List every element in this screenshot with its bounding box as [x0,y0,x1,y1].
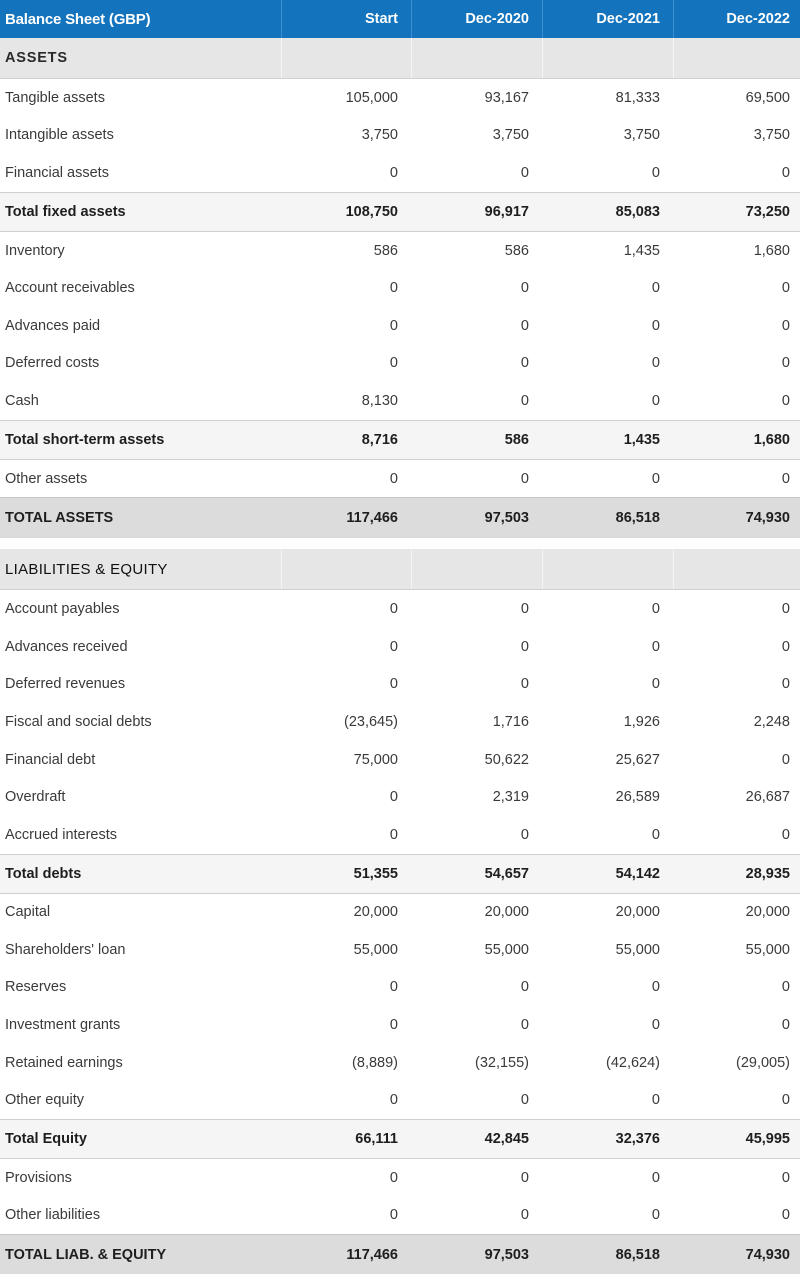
section-header-row [0,549,800,590]
value-cell: 0 [651,164,660,181]
value-cell: 0 [389,164,398,181]
value-cell: 0 [651,601,660,618]
value-cell: 0 [781,164,790,181]
row-label: Deferred revenues [5,676,126,693]
row-label: Investment grants [5,1017,121,1034]
value-cell: 0 [651,1017,660,1034]
value-cell: 25,627 [615,751,660,768]
value-cell: 28,935 [745,865,790,882]
section-header-cell [281,38,411,78]
value-cell: 0 [389,1017,398,1034]
table-row [0,778,800,816]
value-cell: 86,518 [615,1246,660,1263]
value-cell: 0 [389,1207,398,1224]
value-cell: 75,000 [353,751,398,768]
value-cell: 0 [520,280,529,297]
value-cell: 1,680 [753,431,790,448]
row-label: Other equity [5,1092,84,1109]
value-cell: 0 [651,392,660,409]
subtotal-row [0,854,800,894]
value-cell: 0 [781,751,790,768]
section-header-cell [673,38,800,78]
value-cell: 0 [781,601,790,618]
value-cell: 0 [781,638,790,655]
section-header-cell [673,549,800,589]
subtotal-row [0,1119,800,1159]
table-row [0,345,800,383]
value-cell: 55,000 [615,941,660,958]
value-cell: 0 [781,676,790,693]
row-label: Financial debt [5,751,96,768]
value-cell: 0 [651,1169,660,1186]
table-row [0,816,800,854]
table-title: Balance Sheet (GBP) [5,10,151,28]
section-header-cell [411,549,542,589]
value-cell: 0 [520,164,529,181]
value-cell: 117,466 [346,509,398,526]
table-row [0,460,800,498]
value-cell: 96,917 [484,203,529,220]
value-cell: 0 [651,355,660,372]
table-row [0,590,800,628]
value-cell: 0 [520,979,529,996]
value-cell: 66,111 [355,1131,398,1148]
value-cell: 0 [651,470,660,487]
table-row [0,1044,800,1082]
value-cell: 74,930 [745,509,790,526]
value-cell: 2,248 [753,713,790,730]
value-cell: 0 [651,1092,660,1109]
row-label: Other liabilities [5,1207,101,1224]
value-cell: 3,750 [753,127,790,144]
value-cell: 20,000 [745,904,790,921]
value-cell: 3,750 [492,127,529,144]
row-label: Tangible assets [5,89,105,106]
value-cell: (32,155) [474,1054,529,1071]
value-cell: 0 [781,979,790,996]
row-label: Account receivables [5,280,135,297]
value-cell: 0 [389,979,398,996]
section-title: LIABILITIES & EQUITY [5,560,168,578]
value-cell: 0 [389,789,398,806]
value-cell: 0 [651,280,660,297]
value-cell: (8,889) [352,1054,398,1071]
value-cell: 8,716 [361,431,398,448]
table-row [0,382,800,420]
value-cell: 73,250 [745,203,790,220]
value-cell: 0 [520,1169,529,1186]
row-label: Retained earnings [5,1054,123,1071]
value-cell: 0 [781,826,790,843]
section-spacer [0,537,800,549]
row-label: Inventory [5,242,65,259]
value-cell: 45,995 [745,1131,790,1148]
value-cell: 0 [520,317,529,334]
value-cell: 55,000 [484,941,529,958]
row-label: Fiscal and social debts [5,713,152,730]
row-label: Provisions [5,1169,72,1186]
value-cell: 0 [781,470,790,487]
table-row [0,666,800,704]
value-cell: 0 [781,355,790,372]
table-row [0,154,800,192]
value-cell: 0 [781,317,790,334]
value-cell: 2,319 [492,789,529,806]
value-cell: 54,657 [484,865,529,882]
section-header-cell [281,549,411,589]
value-cell: 0 [651,317,660,334]
section-header-cell [542,549,673,589]
value-cell: 26,589 [615,789,660,806]
row-label: Advances received [5,638,128,655]
value-cell: 26,687 [745,789,790,806]
value-cell: 0 [781,280,790,297]
table-row [0,628,800,666]
row-label: Accrued interests [5,826,118,843]
value-cell: 0 [389,280,398,297]
value-cell: (29,005) [735,1054,790,1071]
value-cell: 50,622 [484,751,529,768]
value-cell: 0 [389,317,398,334]
row-label: Total debts [5,865,82,882]
value-cell: 8,130 [361,392,398,409]
value-cell: 0 [651,826,660,843]
subtotal-row [0,192,800,232]
value-cell: 0 [651,638,660,655]
value-cell: 97,503 [484,509,529,526]
value-cell: 86,518 [615,509,660,526]
value-cell: 586 [504,242,529,259]
value-cell: 93,167 [484,89,529,106]
row-label: Advances paid [5,317,101,334]
value-cell: 0 [781,1169,790,1186]
value-cell: 0 [520,1092,529,1109]
row-label: Reserves [5,979,67,996]
column-header-dec-2020: Dec-2020 [411,0,542,38]
value-cell: 3,750 [361,127,398,144]
value-cell: 1,435 [623,242,660,259]
row-label: Capital [5,904,51,921]
value-cell: 81,333 [615,89,660,106]
subtotal-row [0,420,800,460]
table-row [0,269,800,307]
column-header-start: Start [281,0,411,38]
value-cell: 85,083 [615,203,660,220]
section-title: ASSETS [5,50,68,66]
value-cell: 0 [520,601,529,618]
value-cell: 0 [651,676,660,693]
table-row [0,894,800,932]
column-header-dec-2021: Dec-2021 [542,0,673,38]
value-cell: 0 [520,1017,529,1034]
table-row [0,1197,800,1235]
value-cell: 586 [373,242,398,259]
value-cell: 0 [389,676,398,693]
value-cell: 0 [781,1207,790,1224]
value-cell: 1,435 [623,431,660,448]
column-header-dec-2022: Dec-2022 [673,0,800,38]
value-cell: 1,716 [492,713,529,730]
value-cell: 0 [389,355,398,372]
table-row [0,703,800,741]
row-label: Cash [5,392,39,409]
value-cell: 0 [781,392,790,409]
value-cell: 0 [520,638,529,655]
table-body [0,38,800,1274]
value-cell: 51,355 [353,865,398,882]
row-label: Account payables [5,601,120,618]
value-cell: 1,680 [753,242,790,259]
value-cell: 55,000 [745,941,790,958]
table-row [0,1159,800,1197]
value-cell: 0 [520,1207,529,1224]
value-cell: 0 [781,1092,790,1109]
section-header-row [0,38,800,79]
value-cell: 20,000 [484,904,529,921]
row-label: Total short-term assets [5,431,165,448]
section-header-cell [411,38,542,78]
grand-total-row [0,1234,800,1274]
row-label: Other assets [5,470,88,487]
value-cell: 0 [389,826,398,843]
value-cell: 0 [389,1092,398,1109]
row-label: Deferred costs [5,355,100,372]
row-label: Shareholders' loan [5,941,126,958]
row-label: Intangible assets [5,127,114,144]
grand-total-row [0,497,800,537]
value-cell: 0 [651,1207,660,1224]
table-row [0,307,800,345]
row-label: Overdraft [5,789,66,806]
row-label: TOTAL LIAB. & EQUITY [5,1246,167,1263]
value-cell: 0 [520,826,529,843]
value-cell: 105,000 [345,89,398,106]
table-row [0,1081,800,1119]
row-label: Financial assets [5,164,109,181]
row-label: Total fixed assets [5,203,126,220]
value-cell: 586 [504,431,529,448]
table-header-row [0,0,800,38]
section-header-cell [542,38,673,78]
value-cell: 0 [389,601,398,618]
value-cell: 0 [520,392,529,409]
value-cell: 3,750 [623,127,660,144]
value-cell: (23,645) [343,713,398,730]
value-cell: 20,000 [615,904,660,921]
value-cell: 20,000 [353,904,398,921]
table-row [0,931,800,969]
value-cell: 69,500 [745,89,790,106]
value-cell: (42,624) [605,1054,660,1071]
value-cell: 0 [389,638,398,655]
table-row [0,969,800,1007]
value-cell: 0 [389,470,398,487]
row-label: Total Equity [5,1131,87,1148]
table-row [0,117,800,155]
table-row [0,1006,800,1044]
table-row [0,79,800,117]
table-row [0,232,800,270]
value-cell: 42,845 [484,1131,529,1148]
row-label: TOTAL ASSETS [5,509,114,526]
value-cell: 0 [520,676,529,693]
value-cell: 54,142 [615,865,660,882]
value-cell: 74,930 [745,1246,790,1263]
value-cell: 55,000 [353,941,398,958]
value-cell: 0 [520,470,529,487]
value-cell: 0 [781,1017,790,1034]
value-cell: 108,750 [345,203,398,220]
value-cell: 0 [651,979,660,996]
value-cell: 0 [389,1169,398,1186]
value-cell: 1,926 [623,713,660,730]
value-cell: 0 [520,355,529,372]
table-row [0,741,800,779]
value-cell: 117,466 [346,1246,398,1263]
value-cell: 32,376 [615,1131,660,1148]
value-cell: 97,503 [484,1246,529,1263]
